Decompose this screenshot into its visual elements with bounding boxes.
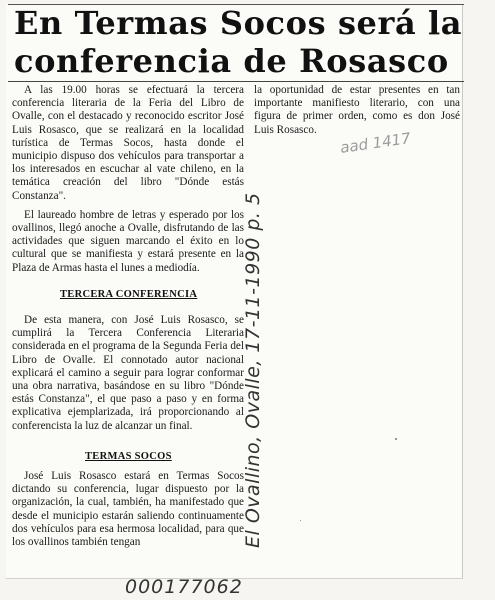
paragraph: A las 19.00 horas se efectuará la tercera conferencia literaria de la Feria del Libro de Ovalle, con el destacado y reconocido escritor José Luis Rosasco, que se realizará en la localidad turística de Termas Socos, hasta donde el municipio dispuso dos vehículos para transportar a los interesados en escuchar al vate chileno, en la temática creación del libro "Dónde estás Constanza".	[12, 84, 244, 202]
paragraph: la oportunidad de estar presentes en tan importante manifiesto literario, con una figura de primer orden, como es don José Luis Rosasco.	[254, 84, 460, 136]
headline-line-2: conferencia de Rosasco	[14, 42, 449, 80]
headline-line-1: En Termas Socos será la	[14, 4, 463, 42]
paragraph: El laureado hombre de letras y esperado por los ovallinos, llegó anoche a Ovalle, disfrutando de las actividades que siguen marcando el éxito en lo cultural que se manifiesta y estará presente en la Plaza de Armas hasta el lunes a mediodía.	[12, 208, 244, 274]
handwritten-source-note: El Ovallino, Ovalle, 17-11-1990 p. 5	[242, 192, 264, 548]
paragraph: De esta manera, con José Luis Rosasco, se cumplirá la Tercera Conferencia Literaria considerada en el programa de la Segunda Feria del Libro de Ovalle. El connotado autor nacional explicará el camino a seguir para lograr conformar una obra narrativa, basándose en su libro "Dónde estás Constanza", el que paso a paso y en forma explicativa ejemplarizada, irá proporcionando al conferencista la luz de alcanzar un final.	[12, 314, 244, 432]
headline-rule	[8, 81, 464, 82]
print-speck	[395, 438, 397, 440]
handwritten-faint-note: aad 1417	[339, 129, 412, 157]
subhead-termas-socos: TERMAS SOCOS	[85, 451, 172, 462]
column-2	[254, 84, 460, 143]
paragraph: José Luis Rosasco estará en Termas Socos dictando su conferencia, lugar dispuesto por la organización, la cual, también, ha manifestado que desde el municipio estarán saliendo continuamente dos vehículos para esa hermosa localidad, para que los ovallinos también tengan	[12, 470, 244, 549]
column-1-tercera	[12, 314, 244, 439]
column-1-intro	[12, 84, 244, 281]
print-speck	[300, 520, 301, 521]
column-1-termas	[12, 470, 244, 555]
subhead-tercera-conferencia: TERCERA CONFERENCIA	[60, 289, 198, 300]
handwritten-catalog-number: 000177062	[125, 576, 243, 598]
headline	[14, 4, 464, 80]
